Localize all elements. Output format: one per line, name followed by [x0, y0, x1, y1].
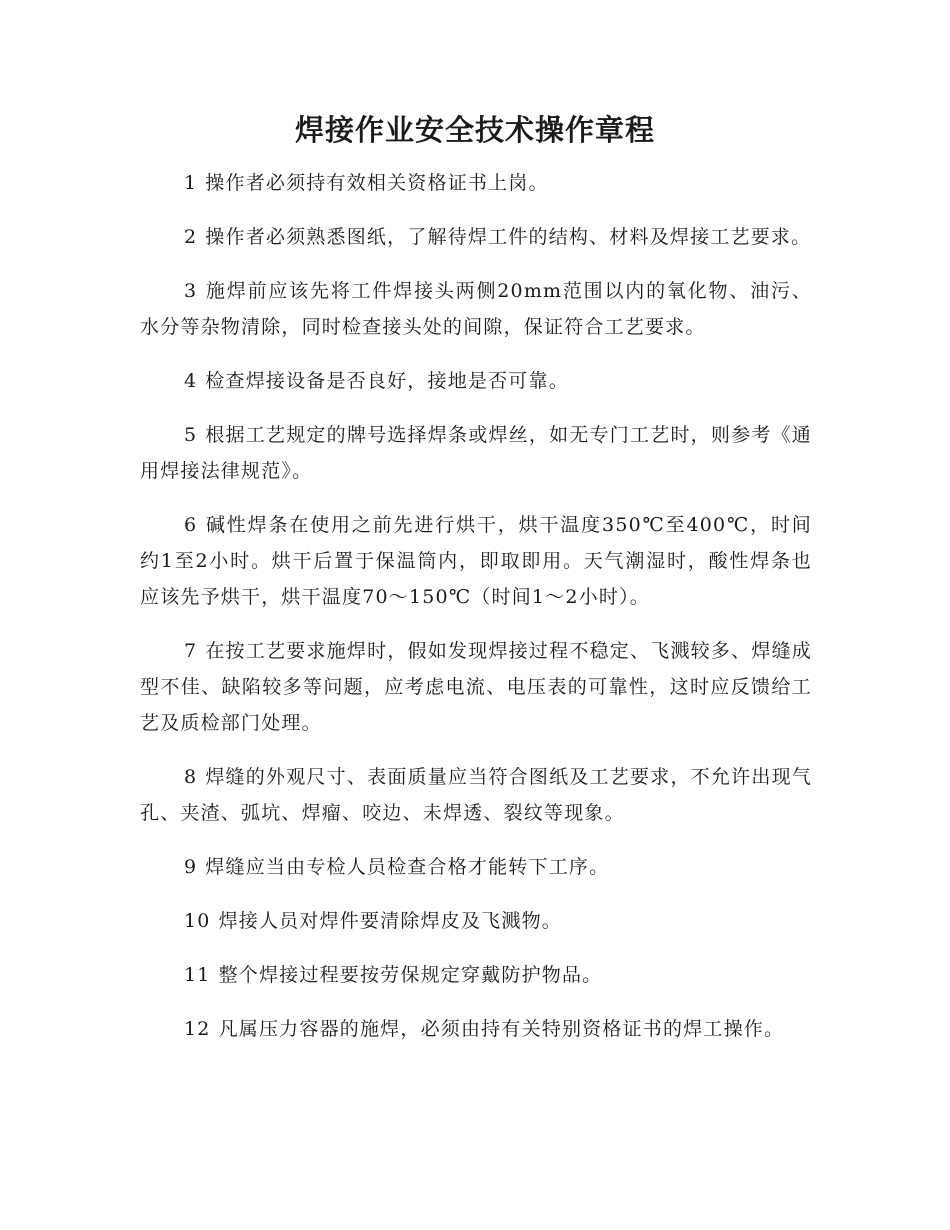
regulation-item-7	[140, 633, 812, 741]
item-number: 11	[184, 964, 211, 986]
item-number: 1	[184, 172, 198, 194]
item-text: 操作者必须熟悉图纸，了解待焊工件的结构、材料及焊接工艺要求。	[205, 226, 812, 248]
item-text: 碱性焊条在使用之前先进行烘干，烘干温度350℃至400℃，时间约1至2小时。烘干后置于保温筒内，即取即用。天气潮湿时，酸性焊条也应该先予烘干，烘干温度70～150℃（时间1～2小时）。	[140, 514, 812, 608]
regulation-item-9	[140, 849, 812, 885]
item-number: 10	[184, 910, 211, 932]
regulation-item-3	[140, 273, 812, 345]
item-number: 3	[184, 280, 198, 302]
item-text: 凡属压力容器的施焊，必须由持有关特别资格证书的焊工操作。	[218, 1018, 785, 1040]
regulation-item-5	[140, 417, 812, 489]
item-text: 施焊前应该先将工件焊接头两侧20mm范围以内的氧化物、油污、水分等杂物清除，同时检查接头处的间隙，保证符合工艺要求。	[140, 280, 812, 338]
regulation-item-11	[140, 957, 812, 993]
item-number: 6	[184, 514, 198, 536]
item-text: 焊接人员对焊件要清除焊皮及飞溅物。	[218, 910, 562, 932]
item-text: 根据工艺规定的牌号选择焊条或焊丝，如无专门工艺时，则参考《通用焊接法律规范》。	[140, 424, 812, 482]
item-number: 7	[184, 640, 198, 662]
regulation-item-12	[140, 1011, 812, 1047]
item-number: 8	[184, 766, 198, 788]
item-number: 12	[184, 1018, 211, 1040]
regulation-item-1	[140, 165, 812, 201]
item-text: 检查焊接设备是否良好，接地是否可靠。	[205, 370, 569, 392]
item-number: 4	[184, 370, 198, 392]
item-text: 焊缝的外观尺寸、表面质量应当符合图纸及工艺要求，不允许出现气孔、夹渣、弧坑、焊瘤、咬边、未焊透、裂纹等现象。	[140, 766, 812, 824]
item-number: 5	[184, 424, 198, 446]
item-text: 操作者必须持有效相关资格证书上岗。	[205, 172, 549, 194]
item-text: 焊缝应当由专检人员检查合格才能转下工序。	[205, 856, 610, 878]
item-number: 2	[184, 226, 198, 248]
item-text: 在按工艺要求施焊时，假如发现焊接过程不稳定、飞溅较多、焊缝成型不佳、缺陷较多等问题，应考虑电流、电压表的可靠性，这时应反馈给工艺及质检部门处理。	[140, 640, 812, 734]
regulation-item-4	[140, 363, 812, 399]
item-number: 9	[184, 856, 198, 878]
regulation-item-2	[140, 219, 812, 255]
regulation-list	[140, 165, 812, 1065]
regulation-item-10	[140, 903, 812, 939]
item-text: 整个焊接过程要按劳保规定穿戴防护物品。	[218, 964, 603, 986]
regulation-item-6	[140, 507, 812, 615]
page-title: 焊接作业安全技术操作章程	[294, 113, 655, 147]
regulation-item-8	[140, 759, 812, 831]
